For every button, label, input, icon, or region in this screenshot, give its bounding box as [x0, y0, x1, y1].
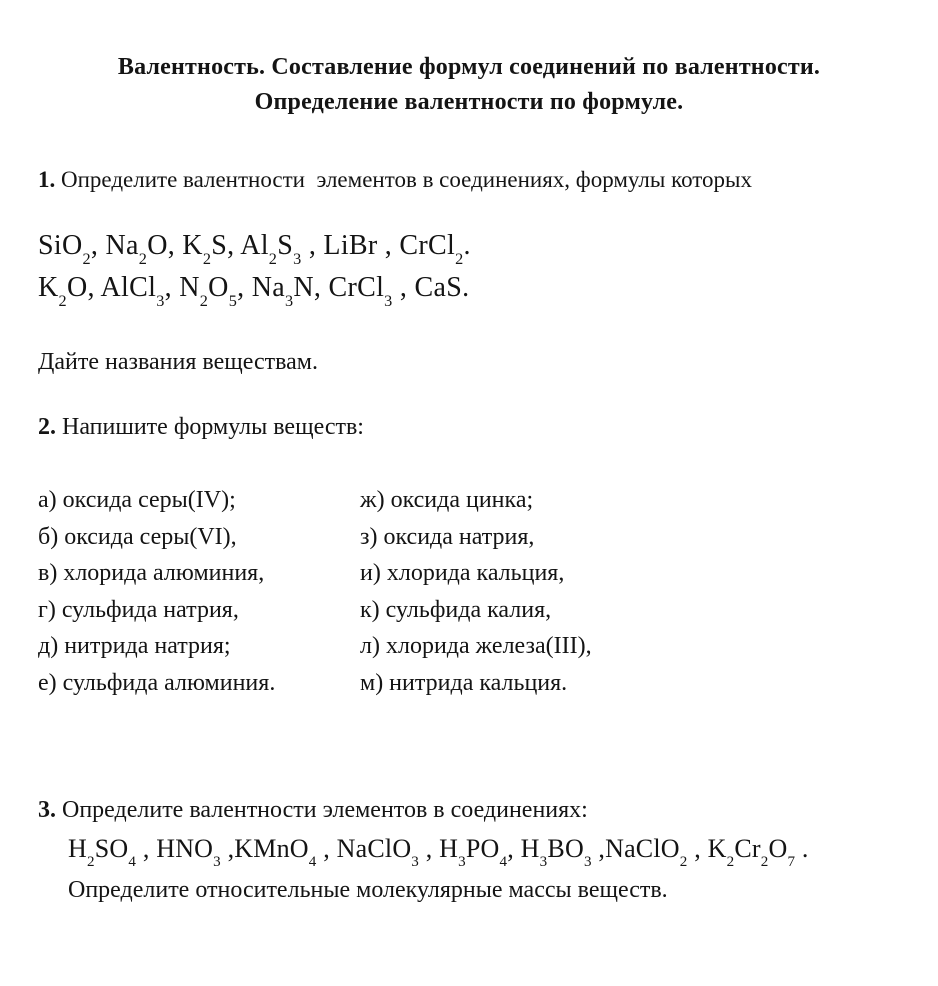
task1-intro: [38, 162, 788, 197]
title-line-1: Валентность. Составление формул соединений по валентности.: [117, 54, 821, 80]
task1-text: Определите валентности элементов в соединениях, формулы которых: [61, 167, 752, 192]
task2-number: 2.: [38, 414, 56, 440]
list-item: в) хлорида алюминия,: [38, 560, 265, 586]
list-item: к) сульфида калия,: [360, 596, 552, 623]
task1-followup: Дайте названия веществам.: [38, 349, 318, 375]
list-item: ж) оксида цинка;: [360, 487, 534, 513]
task3-formulas: $H_2SO_4$ , $HNO_3$ ,KMnO$_4$ , NaClO$_3$ , $H_3PO_4$, $H_3BO_3$ ,NaClO$_2$ , $K_2Cr_2O_7$ .: [68, 834, 809, 870]
task3-number: 3.: [38, 797, 56, 823]
task3-heading: [38, 793, 900, 827]
list-item: а) оксида серы(IV);: [38, 487, 236, 513]
list-item: л) хлорида железа(III),: [360, 633, 592, 659]
formula-line-2: $K_2O$, AlCl$_3$, $N_2O_5$, $Na_3N$, CrCl$_3$ , CaS.: [38, 272, 470, 310]
task3-text: Определите валентности элементов в соединениях:: [62, 797, 588, 823]
list-item: б) оксида серы(VI),: [38, 523, 237, 550]
task1-number: 1.: [38, 167, 56, 192]
task3-block: [38, 793, 900, 910]
task3-followup: Определите относительные молекулярные массы веществ.: [68, 877, 668, 903]
document-title: [38, 50, 900, 120]
substance-list-left: [38, 482, 360, 701]
task1-formulas: [38, 225, 900, 309]
list-item: г) сульфида натрия,: [38, 596, 239, 623]
substance-list-right: [360, 482, 682, 701]
list-item: е) сульфида алюминия.: [38, 669, 276, 696]
list-item: д) нитрида натрия;: [38, 633, 231, 659]
task2-heading: [38, 412, 900, 442]
task2-text: Напишите формулы веществ:: [62, 414, 364, 440]
list-item: и) хлорида кальция,: [360, 560, 565, 586]
substance-columns: [38, 482, 900, 701]
list-item: м) нитрида кальция.: [360, 669, 568, 696]
title-line-2: Определение валентности по формуле.: [254, 89, 684, 115]
formula-line-1: SiO$_2$, $Na_2O$, $K_2S$, $Al_2S_3$ , LiBr , CrCl$_2$.: [38, 230, 471, 268]
list-item: з) оксида натрия,: [360, 523, 535, 550]
